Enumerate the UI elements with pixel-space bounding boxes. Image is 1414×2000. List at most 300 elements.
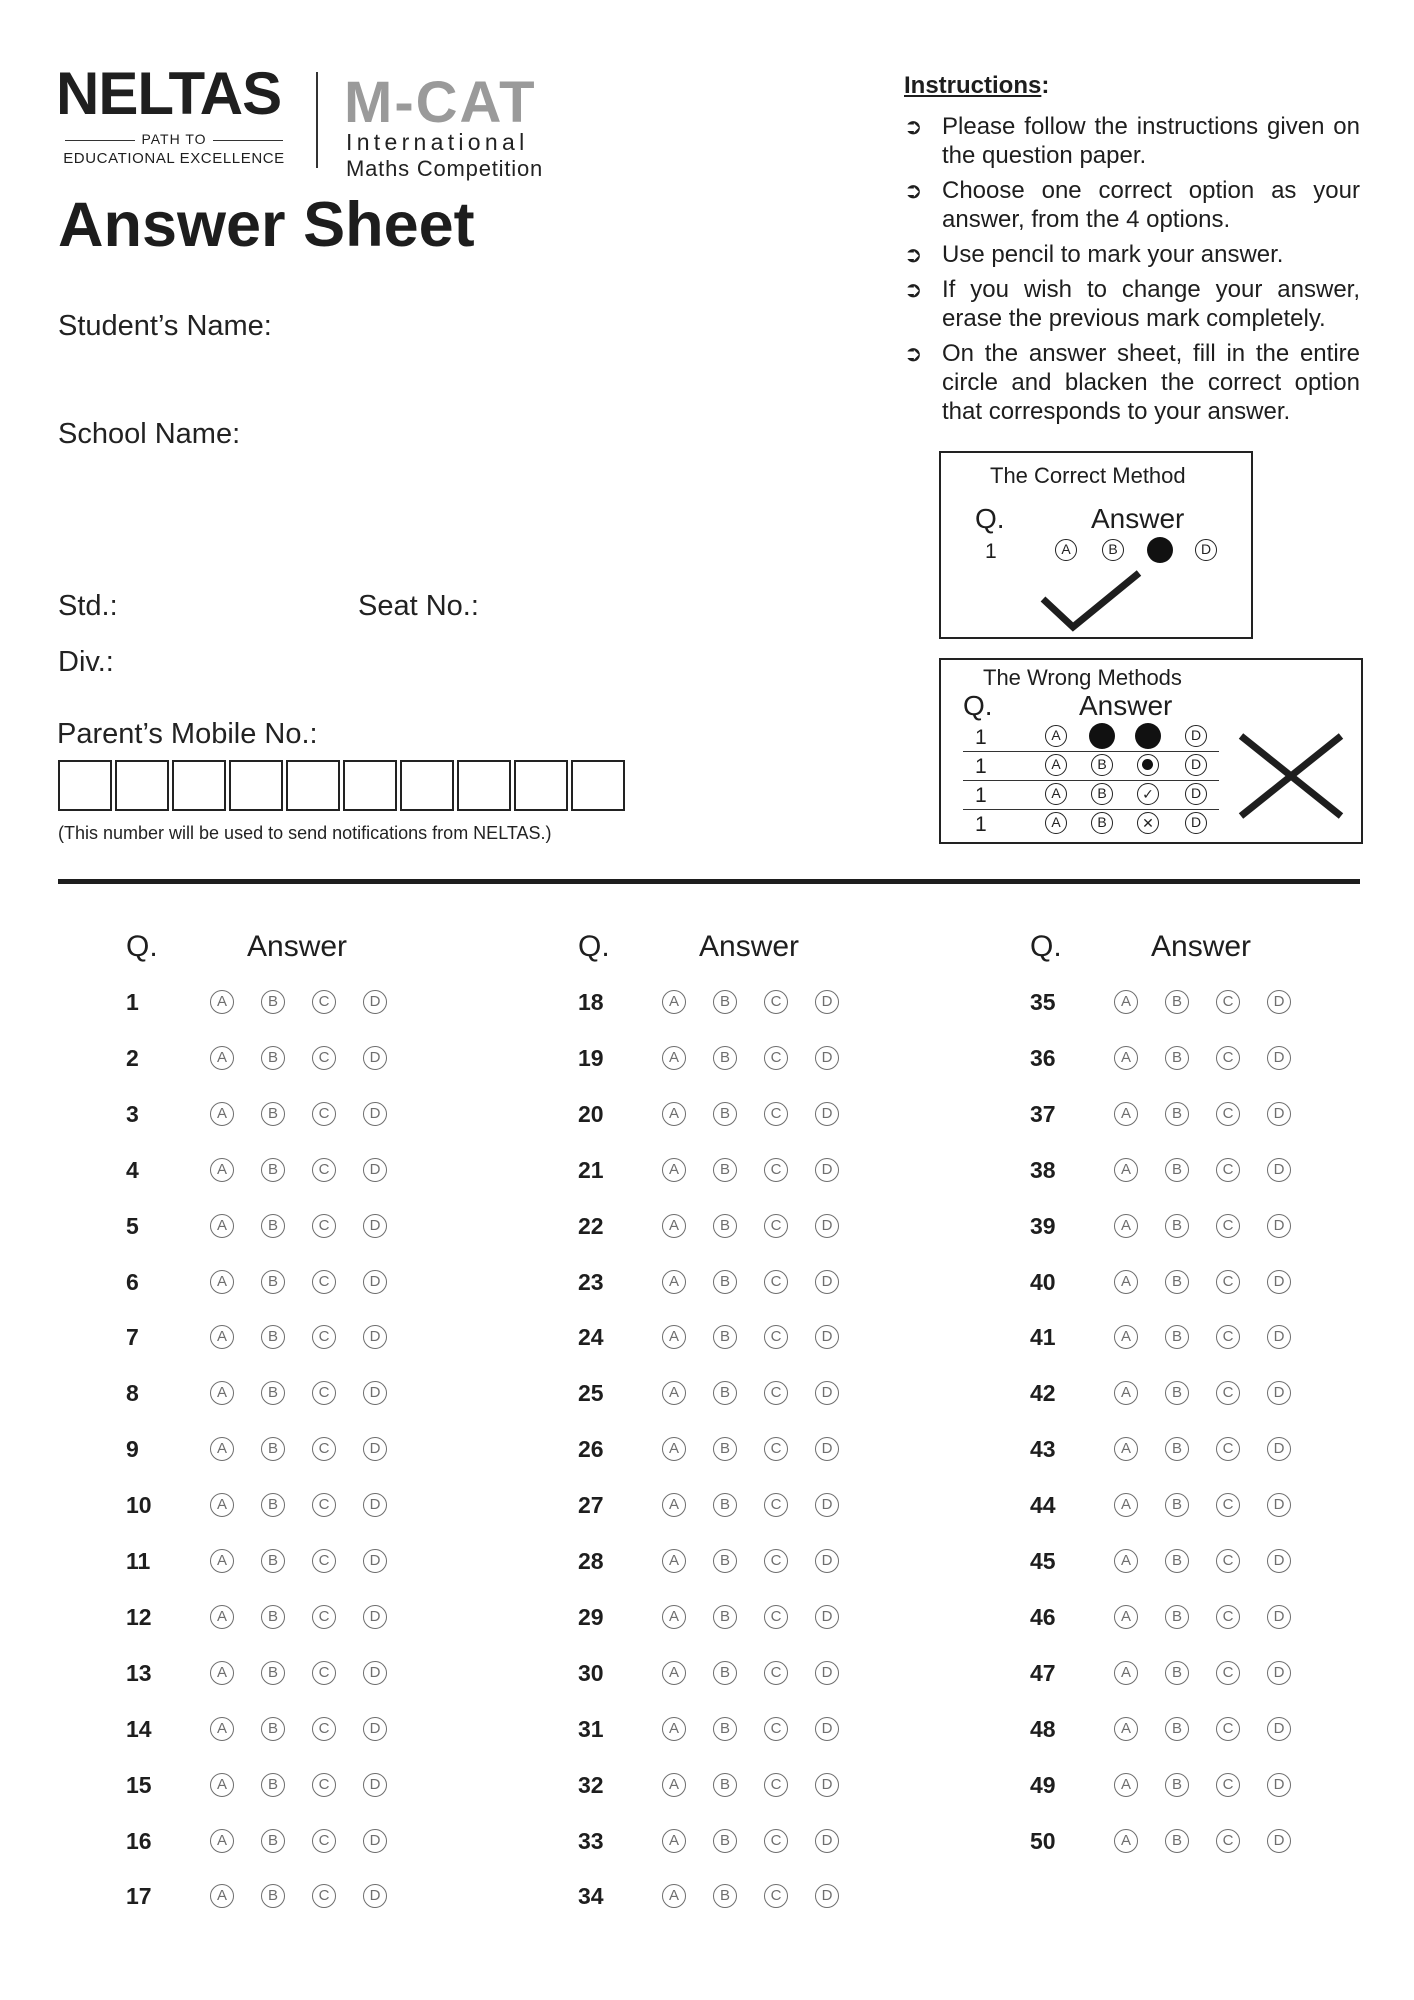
option-a-bubble[interactable]: A xyxy=(210,1549,234,1573)
option-d-bubble[interactable]: D xyxy=(815,1381,839,1405)
mobile-digit-box[interactable] xyxy=(58,760,112,811)
option-b-bubble[interactable]: B xyxy=(261,990,285,1014)
option-b-bubble[interactable]: B xyxy=(261,1549,285,1573)
wrong-methods-box xyxy=(939,658,1363,844)
option-d-bubble[interactable]: D xyxy=(363,1884,387,1908)
option-d-bubble[interactable]: D xyxy=(363,1158,387,1182)
option-a-bubble[interactable]: A xyxy=(662,1829,686,1853)
wrong-method-row xyxy=(963,751,1219,781)
option-b-bubble[interactable]: B xyxy=(1165,1046,1189,1070)
option-c-bubble[interactable]: C xyxy=(1216,1493,1240,1517)
option-c-bubble[interactable]: C xyxy=(764,1158,788,1182)
instruction-text: Choose one correct option as your answer, from the 4 options. xyxy=(942,177,1360,233)
option-b-bubble[interactable]: B xyxy=(1165,1773,1189,1797)
option-b-bubble[interactable]: B xyxy=(1165,1102,1189,1126)
option-c-bubble[interactable]: C xyxy=(312,1493,336,1517)
question-number: 39 xyxy=(1030,1213,1056,1239)
option-b-bubble[interactable]: B xyxy=(261,1046,285,1070)
option-a-bubble[interactable]: A xyxy=(662,1158,686,1182)
option-c-bubble[interactable]: C xyxy=(1216,1046,1240,1070)
option-b-bubble[interactable]: B xyxy=(713,1773,737,1797)
option-b-bubble[interactable]: B xyxy=(713,1381,737,1405)
question-number: 14 xyxy=(126,1716,152,1742)
neltas-tagline-top-text: PATH TO xyxy=(141,131,207,147)
question-number: 42 xyxy=(1030,1380,1056,1406)
option-a-bubble[interactable]: A xyxy=(210,1437,234,1461)
option-b-bubble[interactable]: B xyxy=(261,1493,285,1517)
option-d-bubble: D xyxy=(1195,539,1217,561)
option-c-bubble[interactable]: C xyxy=(764,1046,788,1070)
option-b-bubble[interactable]: B xyxy=(713,1214,737,1238)
option-a-bubble[interactable]: A xyxy=(210,1214,234,1238)
option-b-bubble[interactable]: B xyxy=(261,1325,285,1349)
option-b-bubble[interactable]: B xyxy=(261,1717,285,1741)
option-d-bubble[interactable]: D xyxy=(1267,1605,1291,1629)
option-d-bubble[interactable]: D xyxy=(363,1549,387,1573)
option-c-bubble[interactable]: C xyxy=(312,1325,336,1349)
question-number: 12 xyxy=(126,1604,152,1630)
option-d-bubble: D xyxy=(1185,725,1207,747)
option-d-bubble[interactable]: D xyxy=(363,1661,387,1685)
option-a-bubble[interactable]: A xyxy=(1114,1549,1138,1573)
option-a-bubble[interactable]: A xyxy=(662,1270,686,1294)
option-c-bubble[interactable]: C xyxy=(1216,1605,1240,1629)
option-a-bubble: A xyxy=(1045,754,1067,776)
option-d-bubble[interactable]: D xyxy=(363,1773,387,1797)
option-d-bubble[interactable]: D xyxy=(363,1102,387,1126)
option-c-bubble[interactable]: C xyxy=(1216,1437,1240,1461)
question-number: 3 xyxy=(126,1101,139,1127)
option-d-bubble[interactable]: D xyxy=(1267,1270,1291,1294)
option-a-bubble[interactable]: A xyxy=(210,1661,234,1685)
option-c-bubble[interactable]: C xyxy=(764,990,788,1014)
option-a-bubble[interactable]: A xyxy=(210,1605,234,1629)
option-c-bubble[interactable]: C xyxy=(764,1717,788,1741)
question-number: 8 xyxy=(126,1380,139,1406)
option-b-bubble[interactable]: B xyxy=(1165,1661,1189,1685)
option-b-bubble: B xyxy=(1091,812,1113,834)
option-a-bubble[interactable]: A xyxy=(210,1102,234,1126)
mobile-digit-box[interactable] xyxy=(343,760,397,811)
option-a-bubble[interactable]: A xyxy=(210,1270,234,1294)
option-d-bubble[interactable]: D xyxy=(1267,1158,1291,1182)
option-c-bubble[interactable]: C xyxy=(764,1214,788,1238)
question-number: 33 xyxy=(578,1828,604,1854)
option-d-bubble[interactable]: D xyxy=(815,1829,839,1853)
option-c-bubble[interactable]: C xyxy=(1216,1661,1240,1685)
instructions-list xyxy=(904,112,1360,432)
option-d-bubble[interactable]: D xyxy=(1267,1717,1291,1741)
option-c-bubble[interactable]: C xyxy=(312,1214,336,1238)
question-number: 34 xyxy=(578,1883,604,1909)
option-d-bubble[interactable]: D xyxy=(1267,1829,1291,1853)
wrong-method-question: 1 xyxy=(975,813,987,836)
option-d-bubble[interactable]: D xyxy=(815,1549,839,1573)
option-d-bubble: D xyxy=(1185,754,1207,776)
option-d-bubble[interactable]: D xyxy=(363,1605,387,1629)
option-d-bubble[interactable]: D xyxy=(815,1605,839,1629)
option-b-bubble[interactable]: B xyxy=(713,1493,737,1517)
tick-bubble-icon: ✓ xyxy=(1137,783,1159,805)
neltas-tagline-bottom: EDUCATIONAL EXCELLENCE xyxy=(63,150,285,167)
filled-bubble xyxy=(1135,723,1161,749)
correct-method-question: 1 xyxy=(985,540,997,563)
option-d-bubble[interactable]: D xyxy=(1267,1381,1291,1405)
option-a-bubble[interactable]: A xyxy=(662,1884,686,1908)
option-b-bubble: B xyxy=(1091,783,1113,805)
option-c-bubble[interactable]: C xyxy=(764,1773,788,1797)
question-number: 22 xyxy=(578,1213,604,1239)
option-a-bubble[interactable]: A xyxy=(662,1437,686,1461)
option-b-bubble[interactable]: B xyxy=(261,1884,285,1908)
question-number: 1 xyxy=(126,989,139,1015)
instruction-item xyxy=(904,275,1360,333)
option-c-bubble[interactable]: C xyxy=(1216,1102,1240,1126)
option-a-bubble[interactable]: A xyxy=(1114,1437,1138,1461)
option-b-bubble[interactable]: B xyxy=(1165,1381,1189,1405)
option-a-bubble[interactable]: A xyxy=(662,1549,686,1573)
option-c-bubble[interactable]: C xyxy=(764,1270,788,1294)
option-b-bubble[interactable]: B xyxy=(261,1270,285,1294)
option-c-bubble[interactable]: C xyxy=(1216,1773,1240,1797)
option-c-bubble[interactable]: C xyxy=(764,1437,788,1461)
option-a-bubble[interactable]: A xyxy=(662,1605,686,1629)
mobile-digit-box[interactable] xyxy=(514,760,568,811)
option-a-bubble[interactable]: A xyxy=(210,1381,234,1405)
option-c-bubble[interactable]: C xyxy=(312,1549,336,1573)
option-d-bubble[interactable]: D xyxy=(815,1325,839,1349)
mobile-digit-box[interactable] xyxy=(400,760,454,811)
option-b-bubble[interactable]: B xyxy=(713,1605,737,1629)
std-label: Std.: xyxy=(58,590,118,622)
option-d-bubble[interactable]: D xyxy=(815,990,839,1014)
correct-method-answer-header: Answer xyxy=(1091,503,1185,534)
correct-method-title: The Correct Method xyxy=(990,463,1186,488)
question-number: 15 xyxy=(126,1772,152,1798)
instructions-title-text: Instructions xyxy=(904,72,1042,99)
wrong-method-question: 1 xyxy=(975,784,987,807)
option-a-bubble[interactable]: A xyxy=(210,1325,234,1349)
option-c-bubble[interactable]: C xyxy=(312,1717,336,1741)
option-d-bubble[interactable]: D xyxy=(1267,1773,1291,1797)
option-a-bubble[interactable]: A xyxy=(210,1493,234,1517)
question-number: 46 xyxy=(1030,1604,1056,1630)
mobile-digit-box[interactable] xyxy=(229,760,283,811)
cross-bubble-icon: ✕ xyxy=(1137,812,1159,834)
option-a-bubble[interactable]: A xyxy=(1114,1214,1138,1238)
option-d-bubble[interactable]: D xyxy=(815,1046,839,1070)
page-title: Answer Sheet xyxy=(58,190,475,260)
option-c-bubble[interactable]: C xyxy=(764,1493,788,1517)
option-c-bubble[interactable]: C xyxy=(1216,1549,1240,1573)
column-q-header: Q. xyxy=(1030,930,1062,963)
option-c-bubble[interactable]: C xyxy=(312,1102,336,1126)
question-number: 45 xyxy=(1030,1548,1056,1574)
option-b-bubble[interactable]: B xyxy=(261,1605,285,1629)
option-d-bubble[interactable]: D xyxy=(815,1773,839,1797)
option-c-bubble[interactable]: C xyxy=(312,1437,336,1461)
option-c-bubble[interactable]: C xyxy=(764,1102,788,1126)
option-b-bubble[interactable]: B xyxy=(1165,1158,1189,1182)
option-d-bubble[interactable]: D xyxy=(363,1325,387,1349)
option-b-bubble[interactable]: B xyxy=(713,1884,737,1908)
option-b-bubble[interactable]: B xyxy=(1165,1437,1189,1461)
option-a-bubble[interactable]: A xyxy=(1114,1102,1138,1126)
question-number: 19 xyxy=(578,1045,604,1071)
option-c-bubble[interactable]: C xyxy=(312,1046,336,1070)
instruction-text: Use pencil to mark your answer. xyxy=(942,241,1284,268)
option-c-bubble[interactable]: C xyxy=(764,1829,788,1853)
option-d-bubble: D xyxy=(1185,812,1207,834)
option-b-bubble[interactable]: B xyxy=(261,1102,285,1126)
option-d-bubble[interactable]: D xyxy=(1267,1549,1291,1573)
option-c-bubble[interactable]: C xyxy=(312,1773,336,1797)
option-a-bubble[interactable]: A xyxy=(1114,1661,1138,1685)
option-a-bubble[interactable]: A xyxy=(1114,1381,1138,1405)
option-c-bubble[interactable]: C xyxy=(1216,1158,1240,1182)
option-a-bubble[interactable]: A xyxy=(662,1717,686,1741)
option-b-bubble[interactable]: B xyxy=(713,1829,737,1853)
option-b-bubble[interactable]: B xyxy=(261,1437,285,1461)
mobile-digit-box[interactable] xyxy=(286,760,340,811)
option-d-bubble[interactable]: D xyxy=(815,1102,839,1126)
option-a-bubble[interactable]: A xyxy=(1114,1605,1138,1629)
option-d-bubble[interactable]: D xyxy=(363,1717,387,1741)
option-c-bubble[interactable]: C xyxy=(1216,1325,1240,1349)
option-b-bubble[interactable]: B xyxy=(261,1158,285,1182)
option-a-bubble[interactable]: A xyxy=(1114,1046,1138,1070)
option-a-bubble[interactable]: A xyxy=(662,1493,686,1517)
option-d-bubble[interactable]: D xyxy=(1267,1661,1291,1685)
option-c-bubble[interactable]: C xyxy=(764,1549,788,1573)
option-d-bubble[interactable]: D xyxy=(1267,990,1291,1014)
option-d-bubble[interactable]: D xyxy=(363,1270,387,1294)
option-a-bubble[interactable]: A xyxy=(210,1046,234,1070)
option-d-bubble[interactable]: D xyxy=(1267,1214,1291,1238)
question-number: 40 xyxy=(1030,1269,1056,1295)
wrong-method-question: 1 xyxy=(975,726,987,749)
mobile-digit-box[interactable] xyxy=(457,760,511,811)
option-c-bubble[interactable]: C xyxy=(764,1381,788,1405)
mobile-digit-box[interactable] xyxy=(172,760,226,811)
option-b-bubble[interactable]: B xyxy=(713,1102,737,1126)
option-a-bubble[interactable]: A xyxy=(210,990,234,1014)
option-c-bubble[interactable]: C xyxy=(312,1829,336,1853)
option-b-bubble[interactable]: B xyxy=(261,1661,285,1685)
option-b-bubble[interactable]: B xyxy=(1165,1549,1189,1573)
option-c-bubble[interactable]: C xyxy=(312,1381,336,1405)
option-d-bubble[interactable]: D xyxy=(815,1214,839,1238)
question-number: 50 xyxy=(1030,1828,1056,1854)
column-answer-header: Answer xyxy=(699,930,800,963)
instruction-item xyxy=(904,112,1360,170)
option-a-bubble[interactable]: A xyxy=(1114,1829,1138,1853)
wrong-method-row xyxy=(963,809,1219,838)
option-d-bubble[interactable]: D xyxy=(363,1381,387,1405)
question-number: 25 xyxy=(578,1380,604,1406)
mobile-note: (This number will be used to send notifications from NELTAS.) xyxy=(58,823,552,843)
option-a-bubble[interactable]: A xyxy=(210,1773,234,1797)
option-a-bubble[interactable]: A xyxy=(1114,1325,1138,1349)
option-c-bubble[interactable]: C xyxy=(764,1884,788,1908)
option-b-bubble[interactable]: B xyxy=(713,1717,737,1741)
question-number: 7 xyxy=(126,1324,139,1350)
column-q-header: Q. xyxy=(578,930,610,963)
question-number: 6 xyxy=(126,1269,139,1295)
option-d-bubble[interactable]: D xyxy=(363,1437,387,1461)
option-a-bubble[interactable]: A xyxy=(1114,1773,1138,1797)
option-d-bubble[interactable]: D xyxy=(815,1437,839,1461)
option-c-bubble[interactable]: C xyxy=(312,1884,336,1908)
option-d-bubble[interactable]: D xyxy=(363,1493,387,1517)
option-d-bubble: D xyxy=(1185,783,1207,805)
question-number: 36 xyxy=(1030,1045,1056,1071)
option-d-bubble[interactable]: D xyxy=(363,990,387,1014)
option-b-bubble[interactable]: B xyxy=(713,1046,737,1070)
question-number: 13 xyxy=(126,1660,152,1686)
question-number: 23 xyxy=(578,1269,604,1295)
option-b-bubble[interactable]: B xyxy=(713,1325,737,1349)
option-b-bubble[interactable]: B xyxy=(1165,1717,1189,1741)
option-a-bubble[interactable]: A xyxy=(662,1325,686,1349)
option-c-bubble[interactable]: C xyxy=(1216,1829,1240,1853)
question-number: 4 xyxy=(126,1157,139,1183)
mobile-digit-box[interactable] xyxy=(115,760,169,811)
option-d-bubble[interactable]: D xyxy=(815,1493,839,1517)
option-d-bubble[interactable]: D xyxy=(1267,1437,1291,1461)
logo-divider xyxy=(316,72,318,168)
option-d-bubble[interactable]: D xyxy=(815,1270,839,1294)
option-b-bubble[interactable]: B xyxy=(713,1158,737,1182)
option-d-bubble[interactable]: D xyxy=(363,1829,387,1853)
option-c-bubble[interactable]: C xyxy=(312,1158,336,1182)
question-number: 41 xyxy=(1030,1324,1056,1350)
option-a-bubble[interactable]: A xyxy=(210,1829,234,1853)
option-a-bubble[interactable]: A xyxy=(662,1773,686,1797)
option-c-bubble[interactable]: C xyxy=(1216,1717,1240,1741)
option-b-bubble[interactable]: B xyxy=(1165,1325,1189,1349)
option-c-bubble[interactable]: C xyxy=(1216,1214,1240,1238)
option-c-bubble[interactable]: C xyxy=(764,1605,788,1629)
column-q-header: Q. xyxy=(126,930,158,963)
option-d-bubble[interactable]: D xyxy=(815,1661,839,1685)
mobile-number-boxes xyxy=(58,760,628,811)
option-a-bubble[interactable]: A xyxy=(1114,1158,1138,1182)
question-number: 32 xyxy=(578,1772,604,1798)
option-c-bubble[interactable]: C xyxy=(764,1661,788,1685)
option-d-bubble[interactable]: D xyxy=(1267,1325,1291,1349)
option-b-bubble[interactable]: B xyxy=(261,1214,285,1238)
option-b-bubble[interactable]: B xyxy=(713,990,737,1014)
option-d-bubble[interactable]: D xyxy=(1267,1046,1291,1070)
option-c-bubble[interactable]: C xyxy=(764,1325,788,1349)
question-number: 43 xyxy=(1030,1436,1056,1462)
school-name-label: School Name: xyxy=(58,418,241,450)
option-b-bubble[interactable]: B xyxy=(261,1829,285,1853)
option-d-bubble[interactable]: D xyxy=(363,1046,387,1070)
option-a-bubble[interactable]: A xyxy=(662,1381,686,1405)
question-number: 35 xyxy=(1030,989,1056,1015)
option-c-bubble[interactable]: C xyxy=(312,1605,336,1629)
option-d-bubble[interactable]: D xyxy=(1267,1102,1291,1126)
option-a-bubble[interactable]: A xyxy=(1114,990,1138,1014)
option-c-bubble[interactable]: C xyxy=(1216,1381,1240,1405)
option-a-bubble[interactable]: A xyxy=(662,1661,686,1685)
option-b-bubble[interactable]: B xyxy=(713,1549,737,1573)
question-number: 10 xyxy=(126,1492,152,1518)
option-d-bubble[interactable]: D xyxy=(1267,1493,1291,1517)
option-a-bubble: A xyxy=(1045,725,1067,747)
option-c-bubble[interactable]: C xyxy=(312,990,336,1014)
option-a-bubble[interactable]: A xyxy=(1114,1493,1138,1517)
option-a-bubble[interactable]: A xyxy=(662,1102,686,1126)
option-b-bubble[interactable]: B xyxy=(1165,1829,1189,1853)
column-answer-header: Answer xyxy=(1151,930,1252,963)
question-number: 18 xyxy=(578,989,604,1015)
option-a-bubble[interactable]: A xyxy=(210,1884,234,1908)
option-a-bubble[interactable]: A xyxy=(210,1717,234,1741)
option-d-bubble[interactable]: D xyxy=(815,1717,839,1741)
instructions-title: Instructions: xyxy=(904,72,1050,99)
option-b-bubble[interactable]: B xyxy=(1165,1605,1189,1629)
option-c-bubble[interactable]: C xyxy=(1216,1270,1240,1294)
partial-fill-bubble xyxy=(1137,754,1159,776)
option-c-bubble[interactable]: C xyxy=(312,1270,336,1294)
mobile-digit-box[interactable] xyxy=(571,760,625,811)
question-number: 37 xyxy=(1030,1101,1056,1127)
option-a-bubble[interactable]: A xyxy=(1114,1270,1138,1294)
option-b-bubble[interactable]: B xyxy=(261,1381,285,1405)
option-b-bubble[interactable]: B xyxy=(713,1437,737,1461)
column-answer-header: Answer xyxy=(247,930,348,963)
checkmark-icon xyxy=(1037,565,1147,635)
question-number: 48 xyxy=(1030,1716,1056,1742)
option-c-bubble[interactable]: C xyxy=(1216,990,1240,1014)
option-b-bubble[interactable]: B xyxy=(261,1773,285,1797)
question-number: 31 xyxy=(578,1716,604,1742)
option-b-bubble[interactable]: B xyxy=(1165,1270,1189,1294)
option-d-bubble[interactable]: D xyxy=(363,1214,387,1238)
option-c-bubble[interactable]: C xyxy=(312,1661,336,1685)
div-label: Div.: xyxy=(58,646,114,678)
question-number: 26 xyxy=(578,1436,604,1462)
question-number: 24 xyxy=(578,1324,604,1350)
option-b-bubble[interactable]: B xyxy=(1165,990,1189,1014)
option-a-bubble[interactable]: A xyxy=(662,1046,686,1070)
option-a-bubble: A xyxy=(1045,812,1067,834)
question-number: 9 xyxy=(126,1436,139,1462)
question-number: 20 xyxy=(578,1101,604,1127)
wrong-method-row xyxy=(963,780,1219,810)
section-divider xyxy=(58,879,1360,884)
option-a-bubble[interactable]: A xyxy=(210,1158,234,1182)
wrong-methods-answer-header: Answer xyxy=(1079,690,1173,721)
option-a-bubble: A xyxy=(1045,783,1067,805)
option-b-bubble[interactable]: B xyxy=(1165,1214,1189,1238)
mcat-logo: M-CAT xyxy=(344,70,537,135)
parent-mobile-label: Parent’s Mobile No.: xyxy=(57,718,318,750)
option-a-bubble[interactable]: A xyxy=(662,990,686,1014)
option-d-bubble[interactable]: D xyxy=(815,1158,839,1182)
option-b-bubble[interactable]: B xyxy=(1165,1493,1189,1517)
option-b-bubble[interactable]: B xyxy=(713,1661,737,1685)
filled-bubble xyxy=(1147,537,1173,563)
option-b-bubble[interactable]: B xyxy=(713,1270,737,1294)
question-number: 5 xyxy=(126,1213,139,1239)
option-a-bubble[interactable]: A xyxy=(662,1214,686,1238)
option-a-bubble[interactable]: A xyxy=(1114,1717,1138,1741)
option-d-bubble[interactable]: D xyxy=(815,1884,839,1908)
